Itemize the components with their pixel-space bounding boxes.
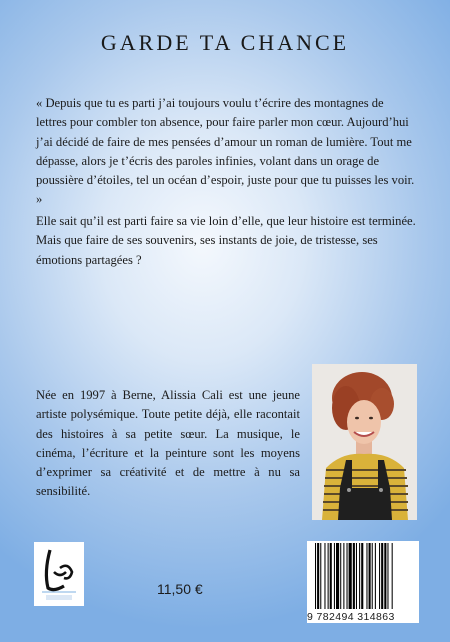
barcode-bar [320,543,321,609]
book-title: GARDE TA CHANCE [100,30,350,55]
barcode-bar [387,543,388,609]
barcode-bar [392,543,393,609]
back-cover-summary: Elle sait qu’il est parti faire sa vie loin d’elle, que leur histoire est terminée. Mais que faire de ses souvenirs, ses instants de joie, de tristesse, ses émotions partagées ? [36,214,416,267]
author-photo [312,364,417,520]
barcode-bar [375,543,376,609]
barcode-bar [324,543,325,609]
back-cover-quote: « Depuis que tu es parti j’ai toujours voulu t’écrire des montagnes de lettres pour combler ton absence, pour faire parler mon cœur. Aujourd’hui j’ai décidé de faire de mes pensées d’amour un roman de lumière. Tout me dépasse, alors je t’écris des paroles infinies, volant dans un orage de poussière d’étoiles, tel un océan d’espoir, juste pour que tu puisses les voir. » [36,96,415,207]
barcode-bar [349,543,352,609]
barcode-bar [384,543,386,609]
barcode-bar [366,543,367,609]
barcode-bar [328,543,329,609]
barcode-bar [330,543,332,609]
barcode-bar [369,543,371,609]
barcode-bar [347,543,348,609]
barcode-bar [361,543,363,609]
barcode-bar [381,543,383,609]
barcode-bar [379,543,380,609]
barcode-bar [336,543,339,609]
author-biography: Née en 1997 à Berne, Alissia Cali est une jeune artiste polysémique. Toute petite déjà, elle racontait des histoires à sa petite sœur. La musique, le cinéma, l’écriture et la peinture sont les moyens d’exprimer sa créativité et de mettre à nu sa sensibilité. [36,388,300,499]
barcode-bar [353,543,355,609]
barcode-bar [343,543,344,609]
price-label: 11,50 € [157,581,203,597]
barcode-bar [340,543,341,609]
barcode-bar [356,543,357,609]
barcode-bar [317,543,319,609]
barcode-bar [334,543,335,609]
barcode-bar [315,543,316,609]
barcode-bar [372,543,373,609]
isbn-number: 9 782494 314863 [307,611,419,623]
publisher-logo [34,542,84,606]
barcode-bar [359,543,360,609]
